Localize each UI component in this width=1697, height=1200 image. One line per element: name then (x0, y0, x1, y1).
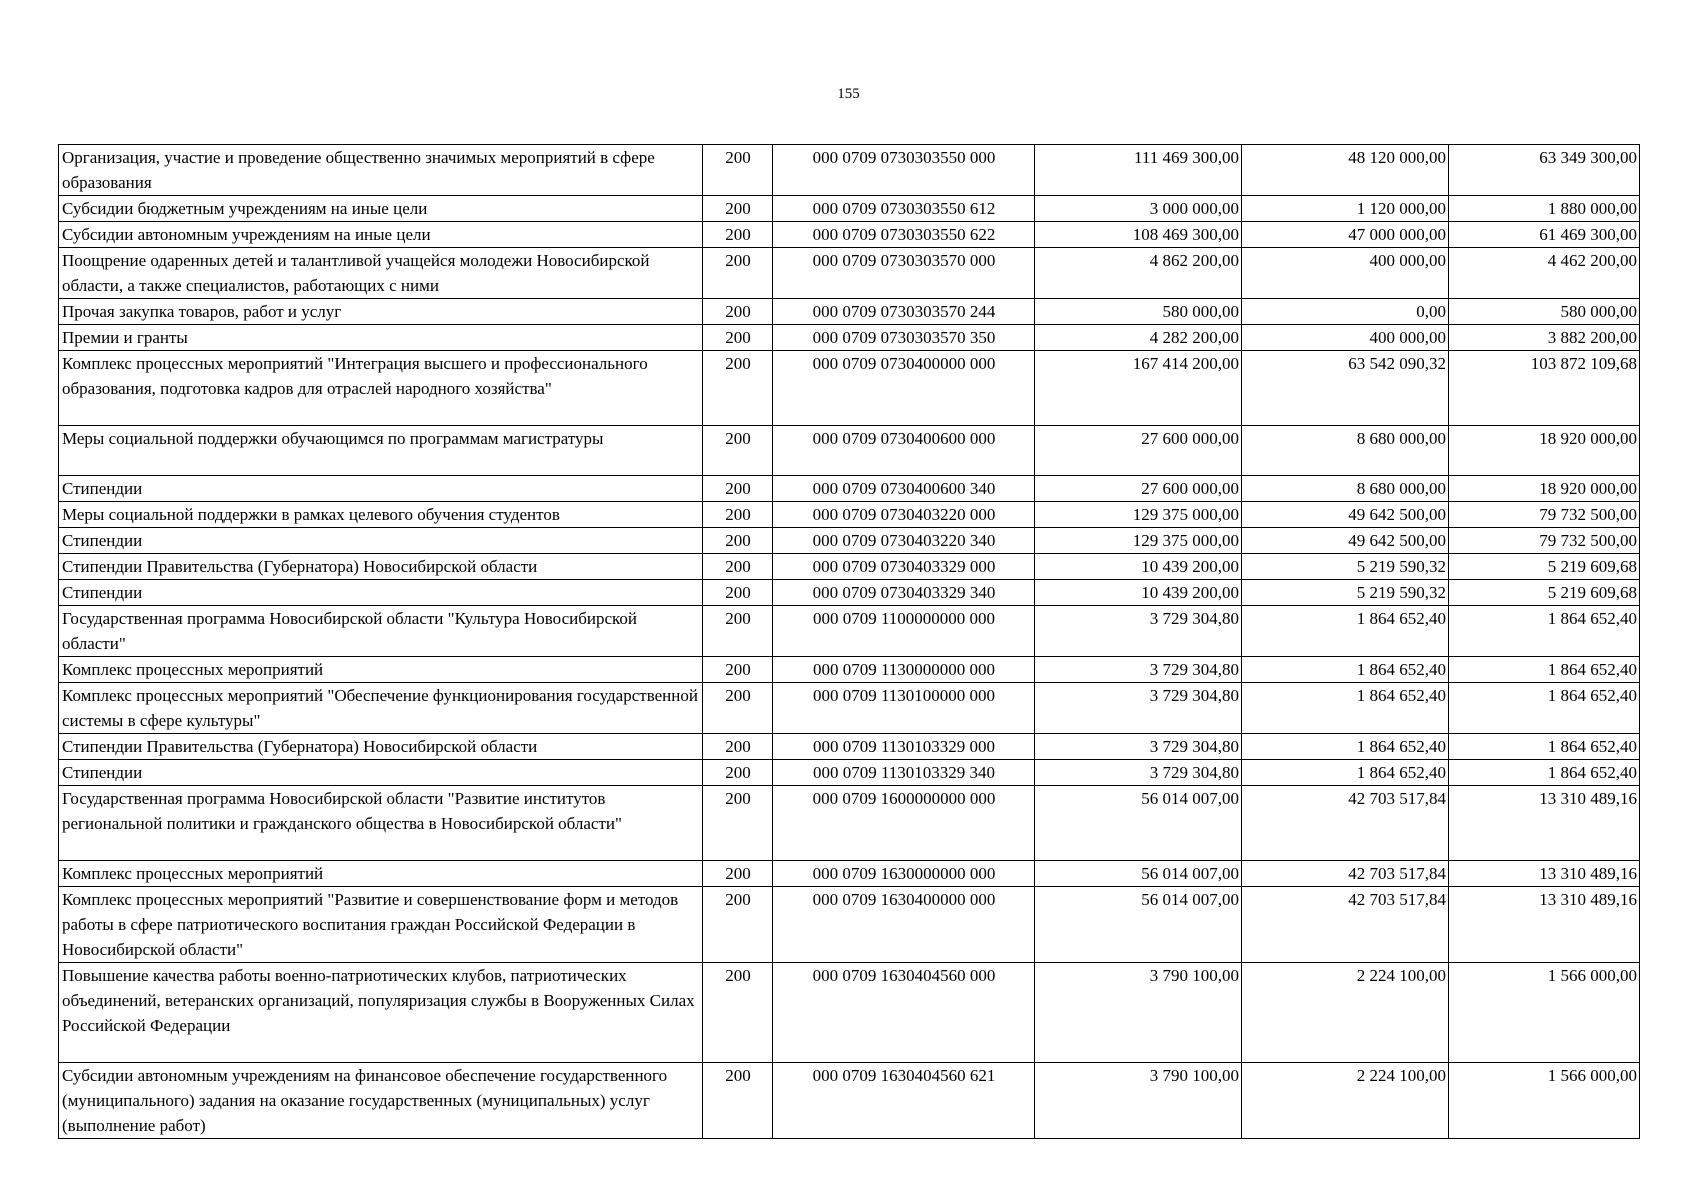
cell-name: Комплекс процессных мероприятий (59, 657, 703, 683)
cell-remaining-amount: 1 864 652,40 (1449, 683, 1640, 734)
cell-executed-amount: 1 864 652,40 (1242, 657, 1449, 683)
cell-budget-code: 000 0709 1600000000 000 (773, 786, 1035, 861)
cell-executed-amount: 63 542 090,32 (1242, 351, 1449, 426)
cell-admin-code: 200 (703, 196, 773, 222)
table-row (59, 351, 1640, 426)
table-row (59, 734, 1640, 760)
cell-remaining-amount: 79 732 500,00 (1449, 502, 1640, 528)
cell-budget-code: 000 0709 0730403220 340 (773, 528, 1035, 554)
cell-admin-code: 200 (703, 248, 773, 299)
page-number: 155 (837, 86, 860, 102)
table-row (59, 786, 1640, 861)
cell-executed-amount: 1 864 652,40 (1242, 734, 1449, 760)
cell-admin-code: 200 (703, 683, 773, 734)
cell-executed-amount: 400 000,00 (1242, 325, 1449, 351)
cell-admin-code: 200 (703, 887, 773, 963)
cell-admin-code: 200 (703, 786, 773, 861)
cell-planned-amount: 167 414 200,00 (1035, 351, 1242, 426)
cell-planned-amount: 580 000,00 (1035, 299, 1242, 325)
cell-remaining-amount: 5 219 609,68 (1449, 554, 1640, 580)
cell-name: Субсидии автономным учреждениям на иные цели (59, 222, 703, 248)
table-row (59, 683, 1640, 734)
table-row (59, 606, 1640, 657)
cell-remaining-amount: 580 000,00 (1449, 299, 1640, 325)
cell-remaining-amount: 3 882 200,00 (1449, 325, 1640, 351)
cell-admin-code: 200 (703, 861, 773, 887)
cell-name: Меры социальной поддержки обучающимся по программам магистратуры (59, 426, 703, 476)
cell-executed-amount: 1 864 652,40 (1242, 760, 1449, 786)
cell-planned-amount: 111 469 300,00 (1035, 145, 1242, 196)
table-row (59, 145, 1640, 196)
cell-planned-amount: 27 600 000,00 (1035, 426, 1242, 476)
table-row (59, 476, 1640, 502)
table-row (59, 657, 1640, 683)
cell-remaining-amount: 13 310 489,16 (1449, 861, 1640, 887)
cell-executed-amount: 5 219 590,32 (1242, 580, 1449, 606)
cell-executed-amount: 48 120 000,00 (1242, 145, 1449, 196)
cell-name: Комплекс процессных мероприятий (59, 861, 703, 887)
cell-remaining-amount: 18 920 000,00 (1449, 426, 1640, 476)
cell-executed-amount: 8 680 000,00 (1242, 476, 1449, 502)
cell-name: Субсидии автономным учреждениям на финансовое обеспечение государственного (муниципального) задания на оказание государственных (муниципальных) услуг (выполнение работ) (59, 1063, 703, 1139)
table-row (59, 528, 1640, 554)
cell-name: Комплекс процессных мероприятий "Обеспечение функционирования государственной системы в сфере культуры" (59, 683, 703, 734)
cell-budget-code: 000 0709 0730403329 340 (773, 580, 1035, 606)
cell-planned-amount: 129 375 000,00 (1035, 502, 1242, 528)
table-row (59, 760, 1640, 786)
cell-name: Стипендии (59, 580, 703, 606)
cell-name: Организация, участие и проведение общественно значимых мероприятий в сфере образования (59, 145, 703, 196)
cell-executed-amount: 42 703 517,84 (1242, 887, 1449, 963)
cell-planned-amount: 108 469 300,00 (1035, 222, 1242, 248)
cell-planned-amount: 3 729 304,80 (1035, 683, 1242, 734)
cell-name: Поощрение одаренных детей и талантливой учащейся молодежи Новосибирской области, а также специалистов, работающих с ними (59, 248, 703, 299)
cell-admin-code: 200 (703, 1063, 773, 1139)
cell-planned-amount: 3 729 304,80 (1035, 657, 1242, 683)
cell-budget-code: 000 0709 1630404560 000 (773, 963, 1035, 1063)
table-row (59, 554, 1640, 580)
cell-planned-amount: 56 014 007,00 (1035, 786, 1242, 861)
cell-admin-code: 200 (703, 351, 773, 426)
cell-budget-code: 000 0709 0730303570 350 (773, 325, 1035, 351)
cell-remaining-amount: 1 864 652,40 (1449, 606, 1640, 657)
cell-remaining-amount: 1 566 000,00 (1449, 1063, 1640, 1139)
cell-admin-code: 200 (703, 222, 773, 248)
table-row (59, 502, 1640, 528)
cell-planned-amount: 129 375 000,00 (1035, 528, 1242, 554)
table-body (59, 145, 1640, 1139)
cell-planned-amount: 27 600 000,00 (1035, 476, 1242, 502)
cell-budget-code: 000 0709 1130100000 000 (773, 683, 1035, 734)
cell-remaining-amount: 18 920 000,00 (1449, 476, 1640, 502)
cell-remaining-amount: 1 566 000,00 (1449, 963, 1640, 1063)
cell-name: Премии и гранты (59, 325, 703, 351)
cell-executed-amount: 2 224 100,00 (1242, 1063, 1449, 1139)
cell-executed-amount: 8 680 000,00 (1242, 426, 1449, 476)
cell-planned-amount: 56 014 007,00 (1035, 887, 1242, 963)
cell-executed-amount: 1 864 652,40 (1242, 683, 1449, 734)
cell-executed-amount: 400 000,00 (1242, 248, 1449, 299)
cell-name: Комплекс процессных мероприятий "Развитие и совершенствование форм и методов работы в сфере патриотического воспитания граждан Российской Федерации в Новосибирской области" (59, 887, 703, 963)
cell-budget-code: 000 0709 1630000000 000 (773, 861, 1035, 887)
cell-executed-amount: 0,00 (1242, 299, 1449, 325)
cell-budget-code: 000 0709 1100000000 000 (773, 606, 1035, 657)
cell-name: Государственная программа Новосибирской области "Развитие институтов региональной политики и гражданского общества в Новосибирской области" (59, 786, 703, 861)
cell-planned-amount: 3 729 304,80 (1035, 734, 1242, 760)
cell-remaining-amount: 103 872 109,68 (1449, 351, 1640, 426)
cell-budget-code: 000 0709 1130000000 000 (773, 657, 1035, 683)
cell-name: Субсидии бюджетным учреждениям на иные цели (59, 196, 703, 222)
cell-budget-code: 000 0709 0730303570 000 (773, 248, 1035, 299)
cell-name: Государственная программа Новосибирской области "Культура Новосибирской области" (59, 606, 703, 657)
cell-executed-amount: 2 224 100,00 (1242, 963, 1449, 1063)
table-row (59, 426, 1640, 476)
cell-remaining-amount: 1 880 000,00 (1449, 196, 1640, 222)
cell-remaining-amount: 63 349 300,00 (1449, 145, 1640, 196)
cell-budget-code: 000 0709 0730400600 000 (773, 426, 1035, 476)
cell-name: Меры социальной поддержки в рамках целевого обучения студентов (59, 502, 703, 528)
table-row (59, 580, 1640, 606)
cell-planned-amount: 3 790 100,00 (1035, 963, 1242, 1063)
cell-budget-code: 000 0709 1630404560 621 (773, 1063, 1035, 1139)
cell-budget-code: 000 0709 1130103329 340 (773, 760, 1035, 786)
cell-admin-code: 200 (703, 554, 773, 580)
cell-name: Повышение качества работы военно-патриотических клубов, патриотических объединений, ветеранских организаций, популяризация службы в Вооруженных Силах Российской Федерации (59, 963, 703, 1063)
cell-remaining-amount: 4 462 200,00 (1449, 248, 1640, 299)
cell-admin-code: 200 (703, 502, 773, 528)
cell-remaining-amount: 13 310 489,16 (1449, 887, 1640, 963)
cell-planned-amount: 3 000 000,00 (1035, 196, 1242, 222)
cell-budget-code: 000 0709 0730403329 000 (773, 554, 1035, 580)
cell-planned-amount: 3 729 304,80 (1035, 606, 1242, 657)
cell-name: Стипендии (59, 760, 703, 786)
cell-budget-code: 000 0709 1630400000 000 (773, 887, 1035, 963)
cell-planned-amount: 4 282 200,00 (1035, 325, 1242, 351)
cell-planned-amount: 3 729 304,80 (1035, 760, 1242, 786)
cell-remaining-amount: 13 310 489,16 (1449, 786, 1640, 861)
cell-name: Стипендии Правительства (Губернатора) Новосибирской области (59, 554, 703, 580)
table-row (59, 1063, 1640, 1139)
cell-executed-amount: 42 703 517,84 (1242, 786, 1449, 861)
cell-planned-amount: 10 439 200,00 (1035, 554, 1242, 580)
cell-name: Комплекс процессных мероприятий "Интеграция высшего и профессионального образования, подготовка кадров для отраслей народного хозяйства" (59, 351, 703, 426)
cell-admin-code: 200 (703, 657, 773, 683)
cell-executed-amount: 5 219 590,32 (1242, 554, 1449, 580)
cell-budget-code: 000 0709 0730403220 000 (773, 502, 1035, 528)
cell-budget-code: 000 0709 0730400000 000 (773, 351, 1035, 426)
table-row (59, 299, 1640, 325)
cell-admin-code: 200 (703, 476, 773, 502)
budget-execution-table (58, 144, 1640, 1139)
cell-budget-code: 000 0709 0730303550 612 (773, 196, 1035, 222)
cell-admin-code: 200 (703, 426, 773, 476)
cell-admin-code: 200 (703, 528, 773, 554)
cell-remaining-amount: 79 732 500,00 (1449, 528, 1640, 554)
cell-name: Прочая закупка товаров, работ и услуг (59, 299, 703, 325)
table-row (59, 222, 1640, 248)
cell-admin-code: 200 (703, 145, 773, 196)
cell-remaining-amount: 61 469 300,00 (1449, 222, 1640, 248)
cell-executed-amount: 49 642 500,00 (1242, 528, 1449, 554)
table-row (59, 248, 1640, 299)
cell-admin-code: 200 (703, 299, 773, 325)
table-row (59, 963, 1640, 1063)
cell-budget-code: 000 0709 1130103329 000 (773, 734, 1035, 760)
cell-executed-amount: 1 120 000,00 (1242, 196, 1449, 222)
cell-planned-amount: 56 014 007,00 (1035, 861, 1242, 887)
cell-planned-amount: 10 439 200,00 (1035, 580, 1242, 606)
cell-budget-code: 000 0709 0730303550 622 (773, 222, 1035, 248)
cell-executed-amount: 47 000 000,00 (1242, 222, 1449, 248)
cell-name: Стипендии Правительства (Губернатора) Новосибирской области (59, 734, 703, 760)
table-row (59, 861, 1640, 887)
cell-remaining-amount: 1 864 652,40 (1449, 734, 1640, 760)
cell-remaining-amount: 1 864 652,40 (1449, 760, 1640, 786)
cell-remaining-amount: 1 864 652,40 (1449, 657, 1640, 683)
cell-admin-code: 200 (703, 606, 773, 657)
cell-admin-code: 200 (703, 325, 773, 351)
cell-name: Стипендии (59, 476, 703, 502)
cell-budget-code: 000 0709 0730303570 244 (773, 299, 1035, 325)
cell-executed-amount: 49 642 500,00 (1242, 502, 1449, 528)
table-row (59, 887, 1640, 963)
cell-executed-amount: 1 864 652,40 (1242, 606, 1449, 657)
table-row (59, 196, 1640, 222)
cell-name: Стипендии (59, 528, 703, 554)
cell-executed-amount: 42 703 517,84 (1242, 861, 1449, 887)
cell-admin-code: 200 (703, 963, 773, 1063)
cell-admin-code: 200 (703, 580, 773, 606)
cell-planned-amount: 3 790 100,00 (1035, 1063, 1242, 1139)
cell-admin-code: 200 (703, 760, 773, 786)
cell-planned-amount: 4 862 200,00 (1035, 248, 1242, 299)
cell-admin-code: 200 (703, 734, 773, 760)
cell-remaining-amount: 5 219 609,68 (1449, 580, 1640, 606)
table-row (59, 325, 1640, 351)
cell-budget-code: 000 0709 0730303550 000 (773, 145, 1035, 196)
cell-budget-code: 000 0709 0730400600 340 (773, 476, 1035, 502)
